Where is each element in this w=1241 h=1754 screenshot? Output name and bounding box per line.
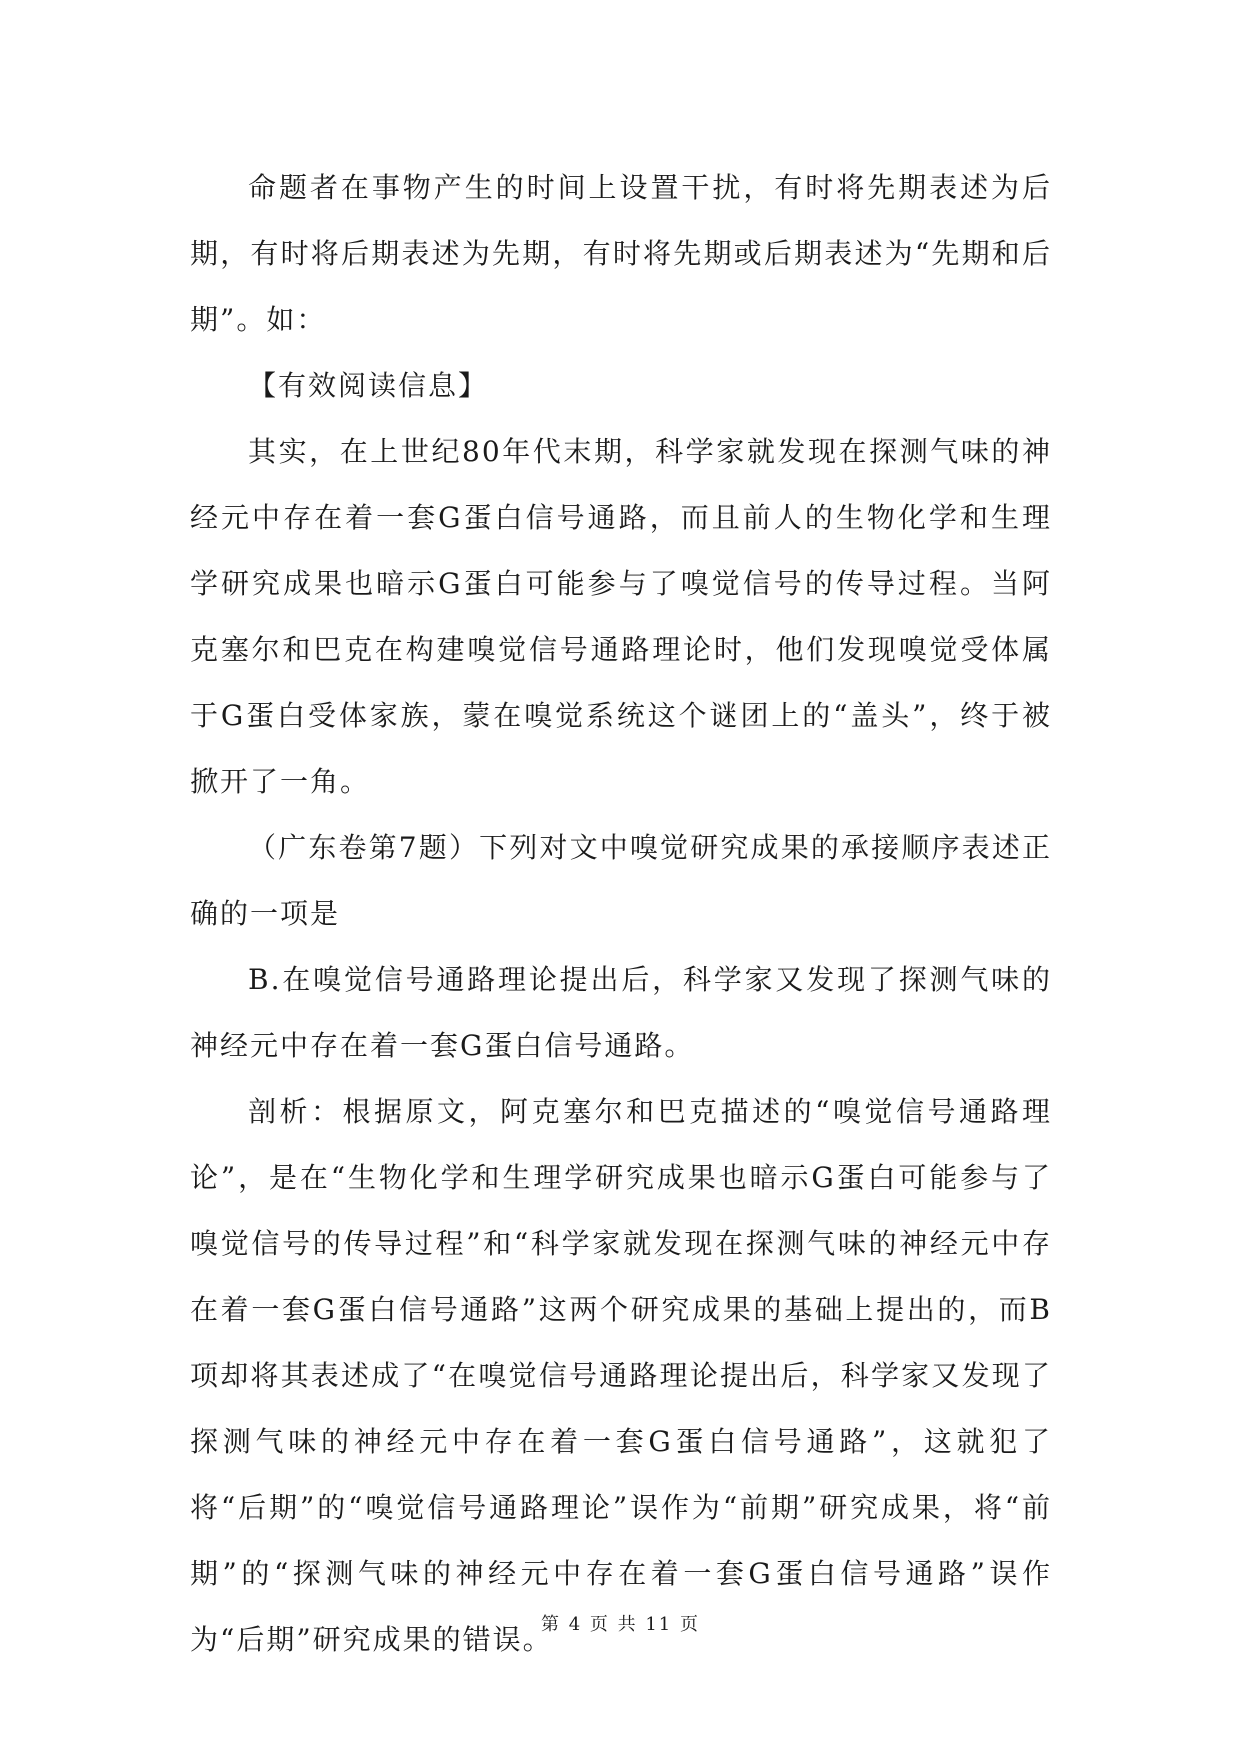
option-b: B.在嗅觉信号通路理论提出后，科学家又发现了探测气味的神经元中存在着一套G蛋白信号通路。 xyxy=(190,963,1052,1062)
document-page xyxy=(190,155,1052,1673)
question-stem: （广东卷第7题）下列对文中嗅觉研究成果的承接顺序表述正确的一项是 xyxy=(190,831,1052,930)
intro-paragraph: 命题者在事物产生的时间上设置干扰，有时将先期表述为后期，有时将后期表述为先期，有时将先期或后期表述为“先期和后期”。如： xyxy=(190,171,1052,336)
section-heading: 【有效阅读信息】 xyxy=(248,369,489,402)
analysis-paragraph: 剖析：根据原文，阿克塞尔和巴克描述的“嗅觉信号通路理论”，是在“生物化学和生理学研究成果也暗示G蛋白可能参与了嗅觉信号的传导过程”和“科学家就发现在探测气味的神经元中存在着一套G蛋白信号通路”这两个研究成果的基础上提出的，而B项却将其表述成了“在嗅觉信号通路理论提出后，科学家又发现了探测气味的神经元中存在着一套G蛋白信号通路”，这就犯了将“后期”的“嗅觉信号通路理论”误作为“前期”研究成果，将“前期”的“探测气味的神经元中存在着一套G蛋白信号通路”误作为“后期”研究成果的错误。 xyxy=(190,1095,1052,1656)
page-footer: 第 4 页 共 11 页 xyxy=(541,1614,700,1635)
reading-passage: 其实，在上世纪80年代末期，科学家就发现在探测气味的神经元中存在着一套G蛋白信号通路，而且前人的生物化学和生理学研究成果也暗示G蛋白可能参与了嗅觉信号的传导过程。当阿克塞尔和巴克在构建嗅觉信号通路理论时，他们发现嗅觉受体属于G蛋白受体家族，蒙在嗅觉系统这个谜团上的“盖头”，终于被掀开了一角。 xyxy=(190,435,1052,798)
